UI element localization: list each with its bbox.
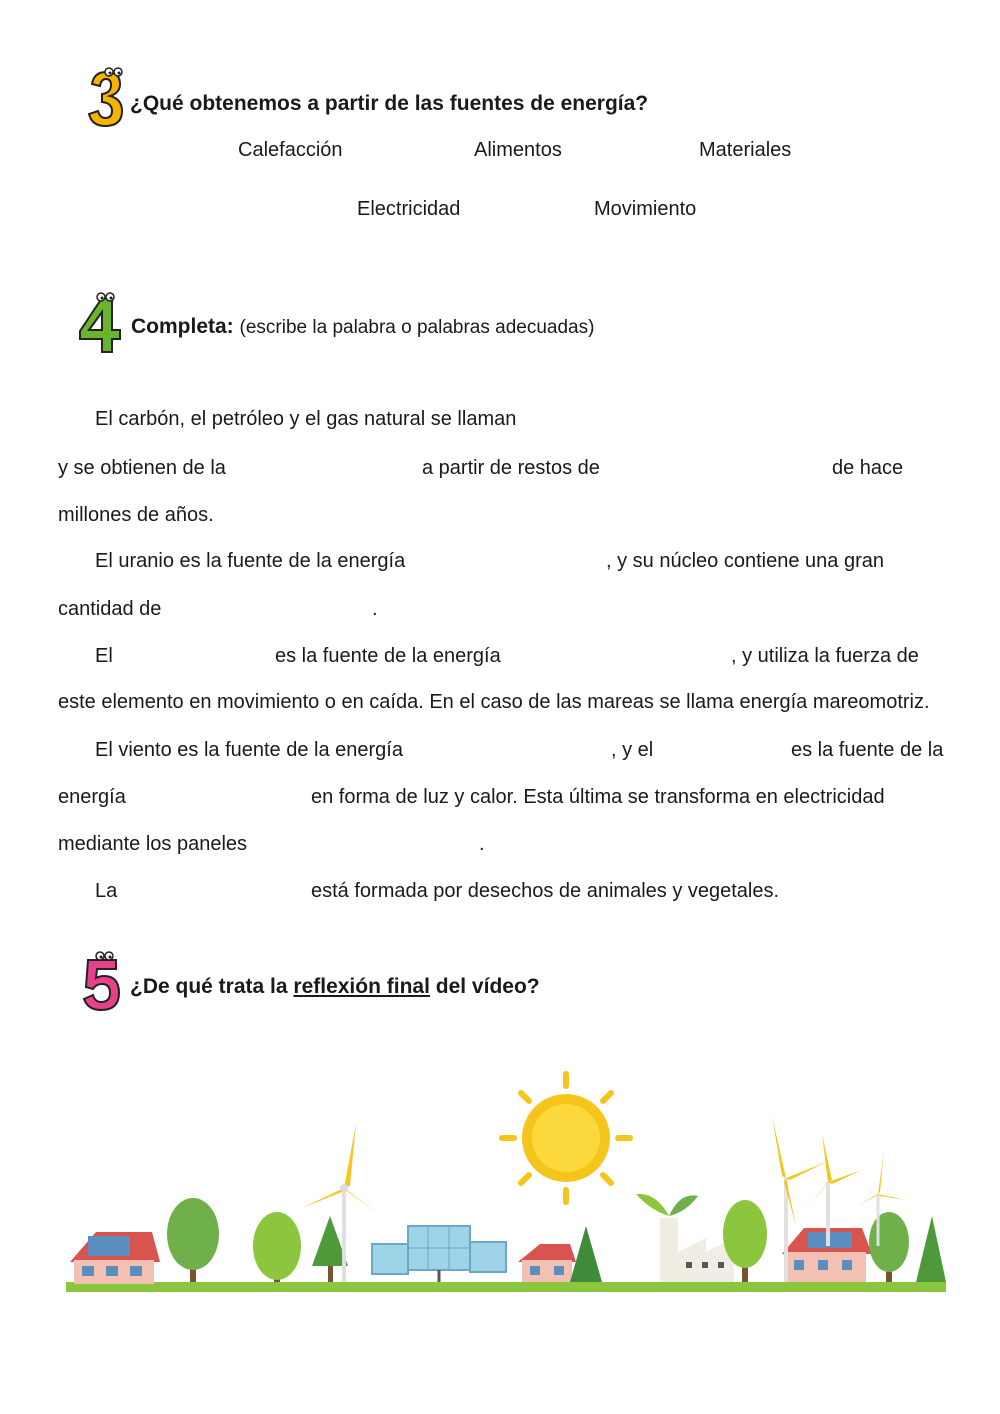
blank-energy-amount[interactable] [172,596,368,622]
blank-water[interactable] [118,643,268,669]
sentence-biomass-a: La [95,880,118,902]
solar-panels-icon [372,1226,506,1282]
question-5-underlined: reflexión final [293,975,430,998]
section-4-title: Completa: [131,315,234,338]
blank-nuclear[interactable] [410,548,600,574]
section-4-instruction: (escribe la palabra o palabras adecuadas) [239,317,595,338]
sentence-wind-1c: es la fuente de la [791,739,944,761]
sentence-fossil-1: El carbón, el petróleo y el gas natural se llaman [95,408,517,430]
sentence-solar-2a: mediante los paneles [58,833,248,855]
factory-icon [636,1194,767,1282]
sentence-solar-1a: energía [58,786,126,808]
number-3-icon [84,66,128,130]
blank-hydraulic[interactable] [504,643,726,669]
sentence-water-2: este elemento en movimiento o en caída. En el caso de las mareas se llama energía mareomotriz. [58,691,930,713]
renewable-energy-illustration [66,1066,946,1292]
tree-icon [167,1198,348,1282]
sentence-wind-1a: El viento es la fuente de la energía [95,739,403,761]
house-with-panels-icon [782,1212,946,1282]
sentence-fossil-2b: a partir de restos de [422,457,600,479]
question-5-suffix: del vídeo? [429,975,540,998]
blank-panels[interactable] [254,831,476,857]
sentence-water-1b: es la fuente de la energía [275,645,501,667]
small-house-icon [518,1226,602,1282]
sentence-uranium-1a: El uranio es la fuente de la energía [95,550,406,572]
blank-sun[interactable] [662,737,786,763]
question-5-title [130,975,540,999]
sentence-fossil-2c: de hace [832,457,904,479]
sentence-solar-1b: en forma de luz y calor. Esta última se transforma en electricidad [311,786,885,808]
blank-solar[interactable] [130,784,306,810]
number-5-icon [80,950,124,1014]
sentence-fossil-3: millones de años. [58,504,214,526]
blank-remains[interactable] [610,455,826,481]
sentence-solar-2b: . [479,833,485,855]
sentence-uranium-2b: . [372,598,378,620]
option-electricidad[interactable]: Electricidad [357,198,461,220]
blank-fossil-name[interactable] [528,406,828,432]
sentence-uranium-2a: cantidad de [58,598,162,620]
sentence-uranium-1b: , y su núcleo contiene una gran [606,550,884,572]
option-materiales[interactable]: Materiales [699,139,792,161]
sentence-fossil-2a: y se obtienen de la [58,457,226,479]
sun-icon [502,1074,630,1202]
option-alimentos[interactable]: Alimentos [474,139,562,161]
option-movimiento[interactable]: Movimiento [594,198,697,220]
blank-biomass[interactable] [124,878,306,904]
sentence-wind-1b: , y el [611,739,654,761]
sentence-water-1a: El [95,645,113,667]
question-3-title: ¿Qué obtenemos a partir de las fuentes de energía? [130,92,649,115]
house-icon [70,1232,160,1284]
question-5-prefix: ¿De qué trata la [130,975,294,998]
option-calefaccion[interactable]: Calefacción [238,139,343,161]
blank-origin[interactable] [236,455,416,481]
sentence-water-1c: , y utiliza la fuerza de [731,645,919,667]
sentence-biomass-b: está formada por desechos de animales y vegetales. [311,880,780,902]
number-4-icon [76,290,124,356]
blank-wind[interactable] [410,737,606,763]
